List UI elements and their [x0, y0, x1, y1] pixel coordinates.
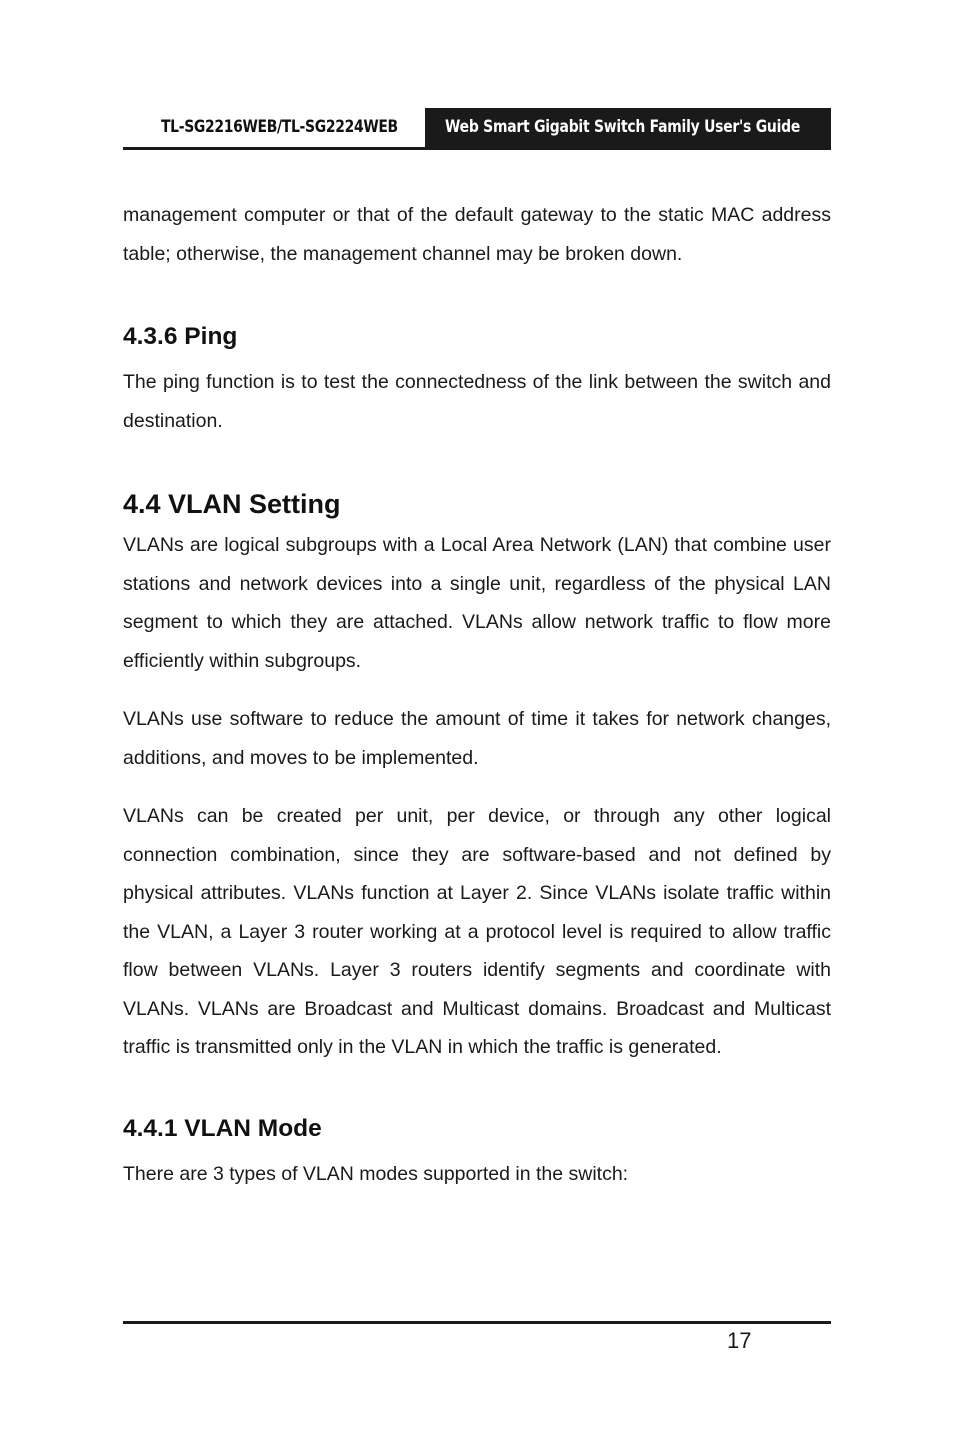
page-header [123, 108, 831, 150]
section-heading-ping: 4.3.6 Ping [123, 323, 238, 350]
vlan-mode-paragraph: There are 3 types of VLAN modes supported in the switch: [123, 1162, 629, 1185]
footer-rule [123, 1321, 831, 1324]
vlan-paragraph-3: VLANs can be created per unit, per device, or through any other logical connection combination, since they are software-based and not defined by physical attributes. VLANs function at Layer 2. Since VLANs isolate traffic within the VLAN, a Layer 3 router working at a protocol level is required to allow traffic flow between VLANs. Layer 3 routers identify segments and coordinate with VLANs. VLANs are Broadcast and Multicast domains. Broadcast and Multicast traffic is transmitted only in the VLAN in which the traffic is generated. [123, 805, 831, 1058]
ping-paragraph: The ping function is to test the connectedness of the link between the switch and destination. [123, 371, 831, 432]
guide-title: Web Smart Gigabit Switch Family User's Guide [445, 117, 801, 137]
vlan-paragraph-1: VLANs are logical subgroups with a Local Area Network (LAN) that combine user stations and network devices into a single unit, regardless of the physical LAN segment to which they are attached. VLANs allow network traffic to flow more efficiently within subgroups. [123, 534, 831, 672]
intro-paragraph: management computer or that of the default gateway to the static MAC address table; otherwise, the management channel may be broken down. [123, 204, 831, 265]
section-heading-vlan-mode: 4.4.1 VLAN Mode [123, 1114, 322, 1142]
page-content [123, 196, 831, 1193]
page-number: 17 [727, 1328, 752, 1353]
vlan-paragraph-2: VLANs use software to reduce the amount of time it takes for network changes, additions, and moves to be implemented. [123, 708, 831, 769]
model-name: TL-SG2216WEB/TL-SG2224WEB [161, 117, 398, 137]
guide-title-banner [425, 108, 831, 147]
section-heading-vlan-setting: 4.4 VLAN Setting [123, 489, 341, 519]
